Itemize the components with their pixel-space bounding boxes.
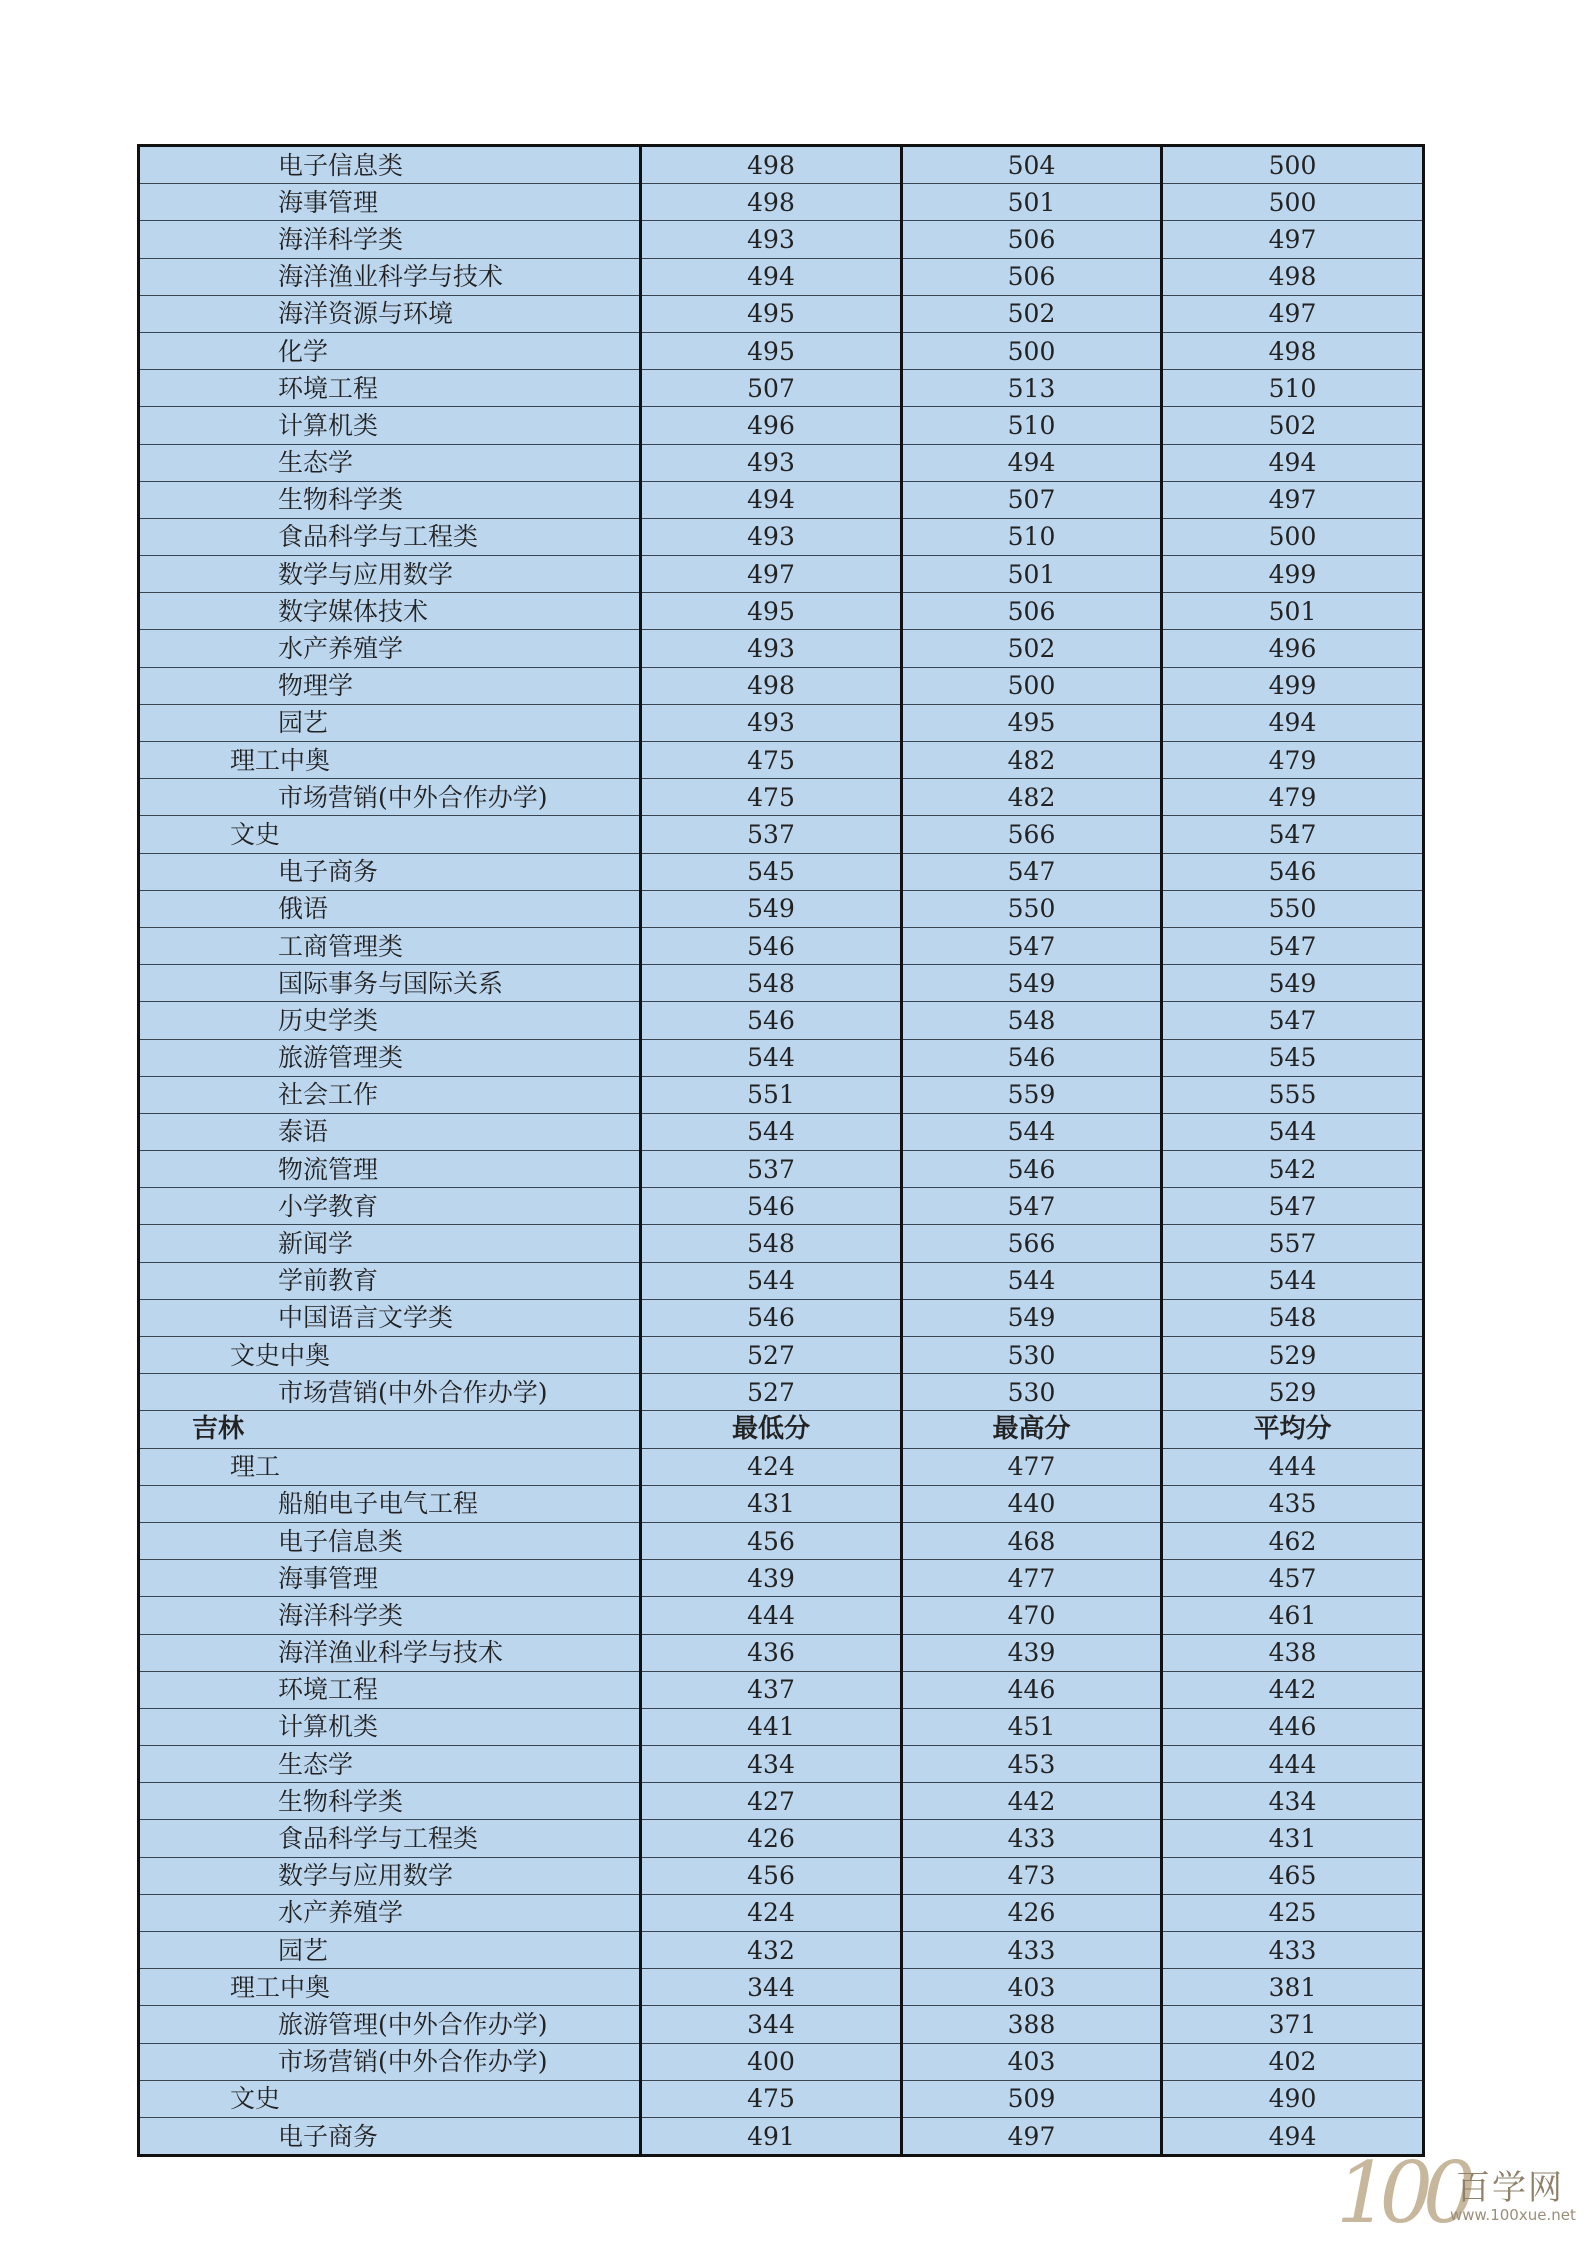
max-score-cell: 439	[902, 1634, 1162, 1671]
avg-score-cell: 496	[1162, 630, 1424, 667]
major-name-cell: 新闻学	[139, 1225, 641, 1262]
table-row	[139, 1225, 1424, 1262]
major-name-cell: 园艺	[139, 1932, 641, 1969]
avg-score-cell: 498	[1162, 258, 1424, 295]
major-name-cell: 船舶电子电气工程	[139, 1485, 641, 1522]
major-name-cell: 海洋渔业科学与技术	[139, 258, 641, 295]
max-score-cell: 509	[902, 2080, 1162, 2117]
min-score-cell: 544	[641, 1113, 902, 1150]
major-name-cell: 海事管理	[139, 1560, 641, 1597]
min-score-cell: 493	[641, 518, 902, 555]
major-name-cell: 计算机类	[139, 1708, 641, 1745]
max-score-cell: 513	[902, 370, 1162, 407]
max-score-cell: 544	[902, 1113, 1162, 1150]
major-name-cell: 化学	[139, 332, 641, 369]
avg-score-cell: 431	[1162, 1820, 1424, 1857]
major-name-cell: 电子信息类	[139, 1522, 641, 1559]
major-name-cell: 国际事务与国际关系	[139, 965, 641, 1002]
min-score-cell: 475	[641, 742, 902, 779]
table-row	[139, 779, 1424, 816]
table-row	[139, 1857, 1424, 1894]
min-score-cell: 344	[641, 1969, 902, 2006]
table-row	[139, 853, 1424, 890]
avg-score-header: 平均分	[1162, 1411, 1424, 1448]
max-score-cell: 453	[902, 1746, 1162, 1783]
table-row	[139, 2043, 1424, 2080]
max-score-cell: 473	[902, 1857, 1162, 1894]
min-score-cell: 546	[641, 1002, 902, 1039]
major-name-cell: 物理学	[139, 667, 641, 704]
max-score-cell: 530	[902, 1374, 1162, 1411]
max-score-cell: 501	[902, 556, 1162, 593]
min-score-cell: 495	[641, 295, 902, 332]
avg-score-cell: 499	[1162, 667, 1424, 704]
max-score-cell: 550	[902, 890, 1162, 927]
major-name-cell: 中国语言文学类	[139, 1299, 641, 1336]
min-score-cell: 495	[641, 332, 902, 369]
avg-score-cell: 434	[1162, 1783, 1424, 1820]
min-score-cell: 475	[641, 779, 902, 816]
table-row	[139, 593, 1424, 630]
max-score-cell: 497	[902, 2117, 1162, 2155]
avg-score-cell: 497	[1162, 481, 1424, 518]
table-row	[139, 927, 1424, 964]
max-score-cell: 547	[902, 1188, 1162, 1225]
major-name-cell: 理工	[139, 1448, 641, 1485]
table-row	[139, 1708, 1424, 1745]
major-name-cell: 文史	[139, 2080, 641, 2117]
avg-score-cell: 500	[1162, 518, 1424, 555]
min-score-cell: 475	[641, 2080, 902, 2117]
avg-score-cell: 542	[1162, 1151, 1424, 1188]
avg-score-cell: 435	[1162, 1485, 1424, 1522]
major-name-cell: 数学与应用数学	[139, 1857, 641, 1894]
min-score-cell: 427	[641, 1783, 902, 1820]
max-score-cell: 442	[902, 1783, 1162, 1820]
major-name-cell: 电子商务	[139, 853, 641, 890]
score-table-body	[139, 146, 1424, 2156]
min-score-cell: 493	[641, 221, 902, 258]
table-row	[139, 518, 1424, 555]
avg-score-cell: 546	[1162, 853, 1424, 890]
min-score-cell: 551	[641, 1076, 902, 1113]
major-name-cell: 园艺	[139, 704, 641, 741]
min-score-cell: 546	[641, 1299, 902, 1336]
min-score-cell: 494	[641, 481, 902, 518]
table-row	[139, 2117, 1424, 2155]
min-score-cell: 546	[641, 927, 902, 964]
avg-score-cell: 438	[1162, 1634, 1424, 1671]
avg-score-cell: 510	[1162, 370, 1424, 407]
table-row	[139, 556, 1424, 593]
avg-score-cell: 547	[1162, 816, 1424, 853]
min-score-header: 最低分	[641, 1411, 902, 1448]
min-score-cell: 546	[641, 1188, 902, 1225]
table-row	[139, 1820, 1424, 1857]
major-name-cell: 旅游管理(中外合作办学)	[139, 2006, 641, 2043]
max-score-cell: 566	[902, 1225, 1162, 1262]
watermark-logo	[1336, 2144, 1576, 2242]
avg-score-cell: 444	[1162, 1746, 1424, 1783]
max-score-cell: 502	[902, 630, 1162, 667]
min-score-cell: 549	[641, 890, 902, 927]
table-row	[139, 2080, 1424, 2117]
min-score-cell: 507	[641, 370, 902, 407]
major-name-cell: 社会工作	[139, 1076, 641, 1113]
avg-score-cell: 547	[1162, 1188, 1424, 1225]
min-score-cell: 432	[641, 1932, 902, 1969]
max-score-cell: 433	[902, 1820, 1162, 1857]
major-name-cell: 环境工程	[139, 370, 641, 407]
min-score-cell: 527	[641, 1374, 902, 1411]
max-score-cell: 559	[902, 1076, 1162, 1113]
province-header: 吉林	[139, 1411, 641, 1448]
max-score-cell: 468	[902, 1522, 1162, 1559]
major-name-cell: 泰语	[139, 1113, 641, 1150]
major-name-cell: 工商管理类	[139, 927, 641, 964]
major-name-cell: 历史学类	[139, 1002, 641, 1039]
table-row	[139, 1485, 1424, 1522]
avg-score-cell: 501	[1162, 593, 1424, 630]
max-score-cell: 549	[902, 965, 1162, 1002]
min-score-cell: 537	[641, 1151, 902, 1188]
max-score-cell: 507	[902, 481, 1162, 518]
min-score-cell: 544	[641, 1039, 902, 1076]
table-row	[139, 1671, 1424, 1708]
min-score-cell: 498	[641, 146, 902, 184]
major-name-cell: 食品科学与工程类	[139, 518, 641, 555]
max-score-cell: 546	[902, 1039, 1162, 1076]
max-score-cell: 482	[902, 742, 1162, 779]
min-score-cell: 497	[641, 556, 902, 593]
table-row	[139, 1113, 1424, 1150]
table-row	[139, 1783, 1424, 1820]
table-row	[139, 370, 1424, 407]
min-score-cell: 434	[641, 1746, 902, 1783]
avg-score-cell: 529	[1162, 1374, 1424, 1411]
max-score-cell: 426	[902, 1894, 1162, 1931]
avg-score-cell: 479	[1162, 779, 1424, 816]
min-score-cell: 548	[641, 1225, 902, 1262]
max-score-cell: 510	[902, 407, 1162, 444]
table-row	[139, 1002, 1424, 1039]
watermark-number: 100	[1336, 2144, 1467, 2242]
table-row	[139, 332, 1424, 369]
table-row	[139, 965, 1424, 1002]
table-row	[139, 816, 1424, 853]
avg-score-cell: 433	[1162, 1932, 1424, 1969]
avg-score-cell: 502	[1162, 407, 1424, 444]
min-score-cell: 493	[641, 630, 902, 667]
table-row	[139, 146, 1424, 184]
max-score-cell: 477	[902, 1448, 1162, 1485]
table-row	[139, 704, 1424, 741]
avg-score-cell: 544	[1162, 1113, 1424, 1150]
max-score-cell: 495	[902, 704, 1162, 741]
min-score-cell: 441	[641, 1708, 902, 1745]
table-row	[139, 1076, 1424, 1113]
min-score-cell: 424	[641, 1448, 902, 1485]
min-score-cell: 344	[641, 2006, 902, 2043]
watermark-url: www.100xue.net	[1450, 2206, 1576, 2224]
max-score-cell: 403	[902, 2043, 1162, 2080]
max-score-cell: 530	[902, 1337, 1162, 1374]
min-score-cell: 437	[641, 1671, 902, 1708]
min-score-cell: 456	[641, 1522, 902, 1559]
avg-score-cell: 549	[1162, 965, 1424, 1002]
min-score-cell: 496	[641, 407, 902, 444]
table-row	[139, 2006, 1424, 2043]
avg-score-cell: 462	[1162, 1522, 1424, 1559]
table-row	[139, 1894, 1424, 1931]
table-row	[139, 1337, 1424, 1374]
major-name-cell: 海洋渔业科学与技术	[139, 1634, 641, 1671]
min-score-cell: 400	[641, 2043, 902, 2080]
avg-score-cell: 494	[1162, 2117, 1424, 2155]
min-score-cell: 494	[641, 258, 902, 295]
table-row	[139, 742, 1424, 779]
max-score-cell: 506	[902, 593, 1162, 630]
table-row	[139, 295, 1424, 332]
major-name-cell: 旅游管理类	[139, 1039, 641, 1076]
max-score-cell: 477	[902, 1560, 1162, 1597]
max-score-cell: 547	[902, 927, 1162, 964]
major-name-cell: 物流管理	[139, 1151, 641, 1188]
max-score-cell: 547	[902, 853, 1162, 890]
table-row	[139, 184, 1424, 221]
min-score-cell: 498	[641, 667, 902, 704]
max-score-cell: 549	[902, 1299, 1162, 1336]
max-score-cell: 482	[902, 779, 1162, 816]
max-score-cell: 494	[902, 444, 1162, 481]
major-name-cell: 学前教育	[139, 1262, 641, 1299]
min-score-cell: 527	[641, 1337, 902, 1374]
table-row	[139, 1188, 1424, 1225]
min-score-cell: 456	[641, 1857, 902, 1894]
major-name-cell: 理工中奥	[139, 742, 641, 779]
max-score-cell: 451	[902, 1708, 1162, 1745]
major-name-cell: 海事管理	[139, 184, 641, 221]
major-name-cell: 市场营销(中外合作办学)	[139, 2043, 641, 2080]
table-row	[139, 1932, 1424, 1969]
avg-score-cell: 494	[1162, 704, 1424, 741]
avg-score-cell: 547	[1162, 1002, 1424, 1039]
avg-score-cell: 490	[1162, 2080, 1424, 2117]
avg-score-cell: 457	[1162, 1560, 1424, 1597]
avg-score-cell: 555	[1162, 1076, 1424, 1113]
table-header-row	[139, 1411, 1424, 1448]
avg-score-cell: 500	[1162, 146, 1424, 184]
min-score-cell: 444	[641, 1597, 902, 1634]
table-row	[139, 1969, 1424, 2006]
watermark-brand: 百学网	[1456, 2168, 1564, 2208]
major-name-cell: 水产养殖学	[139, 1894, 641, 1931]
max-score-cell: 548	[902, 1002, 1162, 1039]
major-name-cell: 水产养殖学	[139, 630, 641, 667]
major-name-cell: 海洋科学类	[139, 221, 641, 258]
major-name-cell: 食品科学与工程类	[139, 1820, 641, 1857]
major-name-cell: 生态学	[139, 1746, 641, 1783]
max-score-cell: 500	[902, 667, 1162, 704]
table-row	[139, 1374, 1424, 1411]
avg-score-cell: 497	[1162, 221, 1424, 258]
major-name-cell: 海洋科学类	[139, 1597, 641, 1634]
avg-score-cell: 498	[1162, 332, 1424, 369]
major-name-cell: 生物科学类	[139, 1783, 641, 1820]
max-score-cell: 544	[902, 1262, 1162, 1299]
avg-score-cell: 545	[1162, 1039, 1424, 1076]
avg-score-cell: 550	[1162, 890, 1424, 927]
avg-score-cell: 381	[1162, 1969, 1424, 2006]
min-score-cell: 544	[641, 1262, 902, 1299]
major-name-cell: 电子信息类	[139, 146, 641, 184]
table-row	[139, 1448, 1424, 1485]
avg-score-cell: 446	[1162, 1708, 1424, 1745]
min-score-cell: 491	[641, 2117, 902, 2155]
avg-score-cell: 444	[1162, 1448, 1424, 1485]
table-row	[139, 407, 1424, 444]
max-score-cell: 566	[902, 816, 1162, 853]
major-name-cell: 生物科学类	[139, 481, 641, 518]
max-score-cell: 510	[902, 518, 1162, 555]
avg-score-cell: 557	[1162, 1225, 1424, 1262]
min-score-cell: 424	[641, 1894, 902, 1931]
major-name-cell: 数字媒体技术	[139, 593, 641, 630]
table-row	[139, 1597, 1424, 1634]
major-name-cell: 俄语	[139, 890, 641, 927]
max-score-cell: 506	[902, 221, 1162, 258]
avg-score-cell: 425	[1162, 1894, 1424, 1931]
max-score-cell: 500	[902, 332, 1162, 369]
major-name-cell: 海洋资源与环境	[139, 295, 641, 332]
table-row	[139, 1262, 1424, 1299]
min-score-cell: 548	[641, 965, 902, 1002]
avg-score-cell: 442	[1162, 1671, 1424, 1708]
major-name-cell: 理工中奥	[139, 1969, 641, 2006]
major-name-cell: 计算机类	[139, 407, 641, 444]
avg-score-cell: 479	[1162, 742, 1424, 779]
avg-score-cell: 497	[1162, 295, 1424, 332]
avg-score-cell: 371	[1162, 2006, 1424, 2043]
min-score-cell: 431	[641, 1485, 902, 1522]
avg-score-cell: 547	[1162, 927, 1424, 964]
major-name-cell: 市场营销(中外合作办学)	[139, 779, 641, 816]
max-score-cell: 546	[902, 1151, 1162, 1188]
max-score-cell: 446	[902, 1671, 1162, 1708]
table-row	[139, 667, 1424, 704]
table-row	[139, 1522, 1424, 1559]
min-score-cell: 537	[641, 816, 902, 853]
avg-score-cell: 548	[1162, 1299, 1424, 1336]
avg-score-cell: 500	[1162, 184, 1424, 221]
max-score-cell: 388	[902, 2006, 1162, 2043]
score-table	[137, 144, 1425, 2157]
table-row	[139, 444, 1424, 481]
major-name-cell: 文史	[139, 816, 641, 853]
table-row	[139, 1634, 1424, 1671]
min-score-cell: 545	[641, 853, 902, 890]
table-row	[139, 1746, 1424, 1783]
table-row	[139, 890, 1424, 927]
max-score-cell: 440	[902, 1485, 1162, 1522]
max-score-cell: 501	[902, 184, 1162, 221]
avg-score-cell: 494	[1162, 444, 1424, 481]
avg-score-cell: 461	[1162, 1597, 1424, 1634]
table-row	[139, 221, 1424, 258]
table-row	[139, 481, 1424, 518]
table-row	[139, 1151, 1424, 1188]
max-score-cell: 433	[902, 1932, 1162, 1969]
table-row	[139, 630, 1424, 667]
major-name-cell: 电子商务	[139, 2117, 641, 2155]
min-score-cell: 493	[641, 444, 902, 481]
min-score-cell: 498	[641, 184, 902, 221]
max-score-cell: 502	[902, 295, 1162, 332]
min-score-cell: 495	[641, 593, 902, 630]
major-name-cell: 市场营销(中外合作办学)	[139, 1374, 641, 1411]
avg-score-cell: 499	[1162, 556, 1424, 593]
max-score-cell: 504	[902, 146, 1162, 184]
max-score-cell: 470	[902, 1597, 1162, 1634]
min-score-cell: 426	[641, 1820, 902, 1857]
major-name-cell: 生态学	[139, 444, 641, 481]
min-score-cell: 493	[641, 704, 902, 741]
max-score-cell: 506	[902, 258, 1162, 295]
major-name-cell: 环境工程	[139, 1671, 641, 1708]
table-row	[139, 1039, 1424, 1076]
avg-score-cell: 402	[1162, 2043, 1424, 2080]
avg-score-cell: 465	[1162, 1857, 1424, 1894]
min-score-cell: 436	[641, 1634, 902, 1671]
min-score-cell: 439	[641, 1560, 902, 1597]
major-name-cell: 小学教育	[139, 1188, 641, 1225]
avg-score-cell: 529	[1162, 1337, 1424, 1374]
table-row	[139, 1560, 1424, 1597]
avg-score-cell: 544	[1162, 1262, 1424, 1299]
max-score-header: 最高分	[902, 1411, 1162, 1448]
table-row	[139, 1299, 1424, 1336]
max-score-cell: 403	[902, 1969, 1162, 2006]
major-name-cell: 数学与应用数学	[139, 556, 641, 593]
table-row	[139, 258, 1424, 295]
major-name-cell: 文史中奥	[139, 1337, 641, 1374]
